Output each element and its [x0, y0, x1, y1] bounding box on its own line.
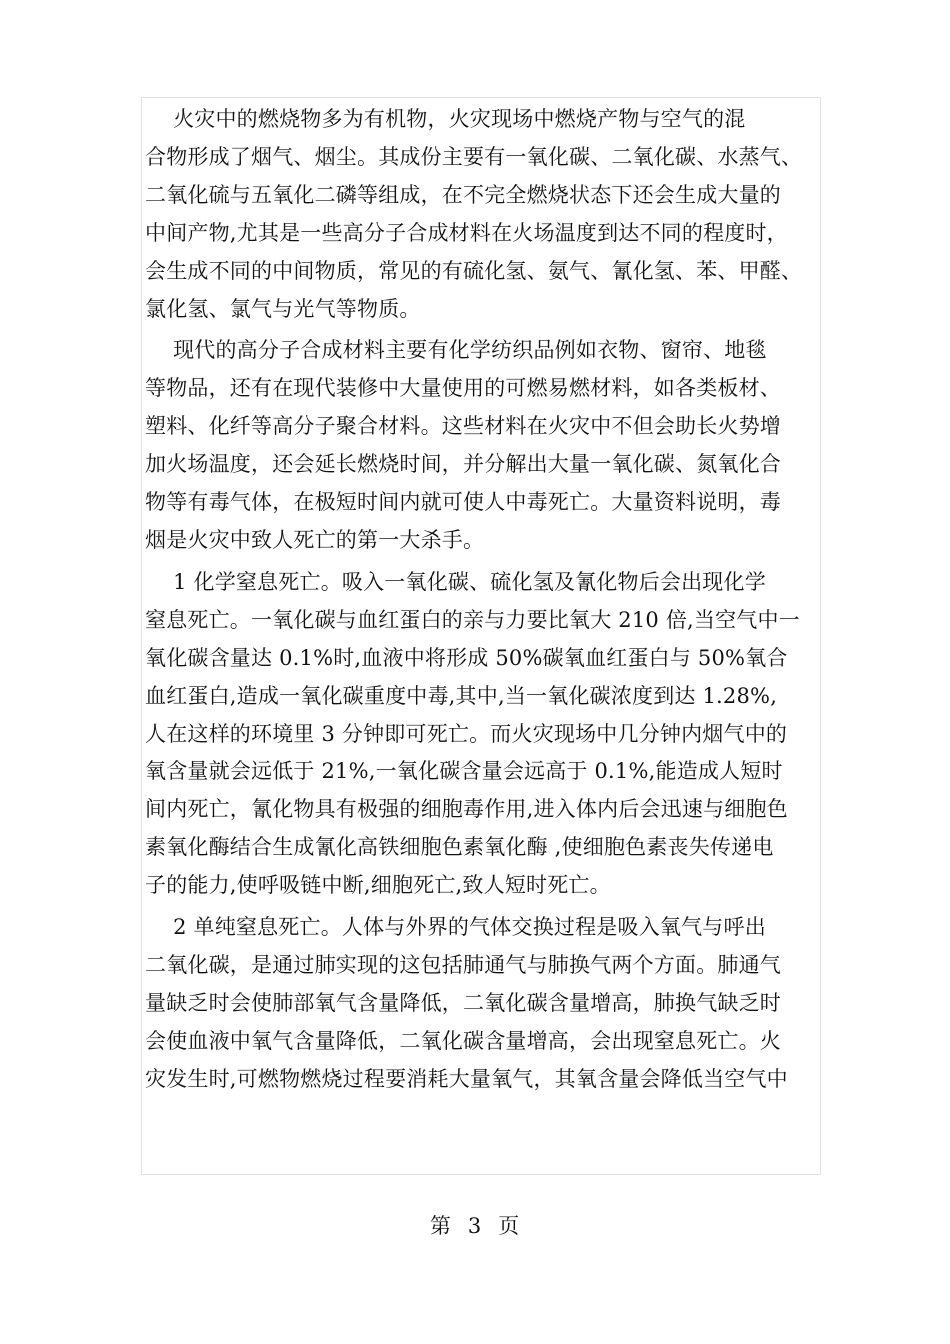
- text-line: 量缺乏时会使肺部氧气含量降低，二氧化碳含量增高，肺换气缺乏时: [145, 990, 781, 1015]
- text-line: 灾发生时,可燃物燃烧过程要消耗大量氧气，其氧含量会降低当空气中: [145, 1066, 788, 1091]
- text-line: 塑料、化纤等高分子聚合材料。这些材料在火灾中不但会助长火势增: [145, 414, 781, 439]
- text-line: 现代的高分子合成材料主要有化学纺织品例如衣物、窗帘、地毯: [145, 338, 767, 363]
- text-line: 子的能力,使呼吸链中断,细胞死亡,致人短时死亡。: [145, 873, 611, 898]
- text-line: 氯化氢、氯气与光气等物质。: [145, 296, 421, 321]
- text-line: 间内死亡，氰化物具有极强的细胞毒作用,进入体内后会迅速与细胞色: [145, 797, 788, 822]
- text-line: 氧化碳含量达 0.1%时,血液中将形成 50%碳氧血红蛋白与 50%氧合: [145, 645, 788, 670]
- paragraph: [145, 909, 821, 1099]
- text-line: 血红蛋白,造成一氧化碳重度中毒,其中,当一氧化碳浓度到达 1.28%,: [145, 683, 778, 708]
- text-line: 中间产物,尤其是一些高分子合成材料在火场温度到达不同的程度时，: [145, 220, 788, 245]
- text-line: 等物品，还有在现代装修中大量使用的可燃易燃材料，如各类板材、: [145, 376, 781, 401]
- text-line: 素氧化酶结合生成氰化高铁细胞色素氧化酶 ,使细胞色素丧失传递电: [145, 835, 774, 860]
- footer-prefix: 第: [429, 1214, 452, 1238]
- paragraph: [145, 101, 821, 328]
- text-line: 会使血液中氧气含量降低，二氧化碳含量增高，会出现窒息死亡。火: [145, 1028, 781, 1053]
- text-line: 二氧化碳，是通过肺实现的这包括肺通气与肺换气两个方面。肺通气: [145, 952, 781, 977]
- text-line: 会生成不同的中间物质，常见的有硫化氢、氨气、氰化氢、苯、甲醛、: [145, 258, 803, 283]
- text-line: 氧含量就会远低于 21%,一氧化碳含量会远高于 0.1%,能造成人短时: [145, 759, 783, 784]
- text-line: 人在这样的环境里 3 分钟即可死亡。而火灾现场中几分钟内烟气中的: [145, 721, 788, 746]
- text-line: 加火场温度，还会延长燃烧时间，并分解出大量一氧化碳、氮氧化合: [145, 452, 781, 477]
- page-number: 3: [467, 1214, 483, 1238]
- footer-suffix: 页: [498, 1214, 521, 1238]
- text-line: 2 单纯窒息死亡。人体与外界的气体交换过程是吸入氧气与呼出: [145, 915, 766, 940]
- text-line: 合物形成了烟气、烟尘。其成份主要有一氧化碳、二氧化碳、水蒸气、: [145, 144, 803, 169]
- text-line: 二氧化硫与五氧化二磷等组成，在不完全燃烧状态下还会生成大量的: [145, 182, 781, 207]
- text-line: 烟是火灾中致人死亡的第一大杀手。: [145, 527, 485, 552]
- document-body: [145, 101, 821, 1099]
- page-footer: [0, 1210, 950, 1240]
- text-line: 物等有毒气体，在极短时间内就可使人中毒死亡。大量资料说明，毒: [145, 490, 781, 515]
- paragraph: [145, 564, 821, 905]
- text-line: 火灾中的燃烧物多为有机物，火灾现场中燃烧产物与空气的混: [145, 107, 746, 131]
- text-line: 窒息死亡。一氧化碳与血红蛋白的亲与力要比氧大 210 倍,当空气中一: [145, 607, 800, 632]
- text-line: 1 化学窒息死亡。吸入一氧化碳、硫化氢及氰化物后会出现化学: [145, 569, 766, 594]
- paragraph: [145, 332, 821, 559]
